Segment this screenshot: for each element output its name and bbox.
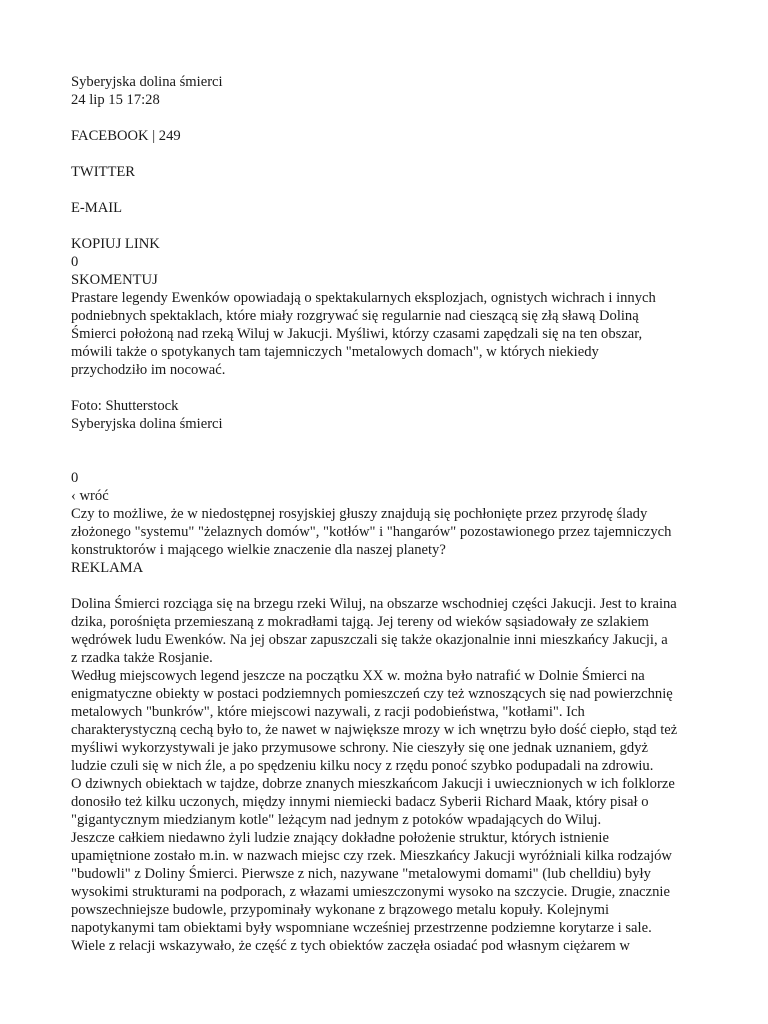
gallery-count: 0 (71, 470, 79, 486)
text-line: mówili także o spotykanych tam tajemniczych "metalowych domach", w których niekiedy (71, 344, 599, 360)
text-line: donosiło też kilku uczonych, między innymi niemiecki badacz Syberii Richard Maak, który pisał o (71, 794, 649, 810)
text-line: Czy to możliwe, że w niedostępnej rosyjskiej głuszy znajdują się pochłonięte przez przyrodę ślady (71, 506, 648, 522)
text-line: O dziwnych obiektach w tajdze, dobrze znanych mieszkańcom Jakucji i uwiecznionych w ich folklorze (71, 776, 675, 792)
photo-credit: Foto: Shutterstock (71, 398, 179, 414)
copy-link-button[interactable]: KOPIUJ LINK (71, 236, 160, 252)
article-title: Syberyjska dolina śmierci (71, 74, 223, 90)
back-link[interactable]: ‹ wróć (71, 488, 109, 504)
text-line: wysokimi strukturami na podporach, z włazami umieszczonymi wysoko na szczycie. Drugie, znacznie (71, 884, 670, 900)
text-line: Jeszcze całkiem niedawno żyli ludzie znający dokładne położenie struktur, których istnienie (71, 830, 609, 846)
comment-count: 0 (71, 254, 79, 270)
ad-label: REKLAMA (71, 560, 144, 576)
comment-link[interactable]: SKOMENTUJ (71, 272, 158, 288)
lead-paragraph (71, 505, 703, 559)
text-line: złożonego "systemu" "żelaznych domów", "kotłów" i "hangarów" pozostawionego przez tajemniczych (71, 524, 672, 540)
text-line: myśliwi wykorzystywali je jako przymusowe schrony. Nie cieszyły się one jednak uznaniem, gdyż (71, 740, 648, 756)
text-line: metalowych "bunkrów", które miejscowi nazywali, z racji podobieństwa, "kotłami". Ich (71, 704, 585, 720)
text-line: napotykanymi tam obiektami były wspomniane wcześniej przestrzenne podziemne korytarze i sale. (71, 920, 652, 936)
text-line: "gigantycznym miedzianym kotle" leżącym nad jednym z potoków wpadających do Wiluj. (71, 812, 602, 828)
article-date: 24 lip 15 17:28 (71, 92, 160, 108)
text-line: podniebnych spektaklach, które miały rozgrywać się regularnie nad cieszącą się złą sławą Doliną (71, 308, 639, 324)
text-line: enigmatyczne obiekty w postaci podziemnych pomieszczeń czy też wznoszących się nad powierzchnię (71, 686, 673, 702)
text-line: Śmierci położoną nad rzeką Wiluj w Jakucji. Myśliwi, którzy czasami zapędzali się na ten obszar, (71, 326, 643, 342)
email-share-link[interactable]: E-MAIL (71, 200, 123, 216)
text-line: wędrówek ludu Ewenków. Na jej obszar zapuszczali się także okazjonalnie inni mieszkańcy Jakucji, a (71, 632, 668, 648)
photo-caption: Syberyjska dolina śmierci (71, 416, 223, 432)
text-line: charakterystyczną cechą było to, że nawet w największe mrozy w ich wnętrzu było dość ciepło, stąd też (71, 722, 678, 738)
text-line: Według miejscowych legend jeszcze na początku XX w. można było natrafić w Dolnie Śmierci na (71, 668, 645, 684)
text-line: przychodziło im nocować. (71, 362, 226, 378)
body-text (71, 595, 703, 955)
facebook-share-link[interactable]: FACEBOOK | 249 (71, 128, 181, 144)
text-line: Prastare legendy Ewenków opowiadają o spektakularnych eksplozjach, ognistych wichrach i innych (71, 290, 656, 306)
text-line: z rzadka także Rosjanie. (71, 650, 213, 666)
twitter-share-link[interactable]: TWITTER (71, 164, 136, 180)
intro-paragraph (71, 289, 703, 379)
text-line: upamiętnione zostało m.in. w nazwach miejsc czy rzek. Mieszkańcy Jakucji wyróżniali kilka rodzajów (71, 848, 672, 864)
text-line: Wiele z relacji wskazywało, że część z tych obiektów zaczęła osiadać pod własnym ciężarem w (71, 938, 630, 954)
text-line: dzika, porośnięta przemieszaną z mokradłami tajgą. Jej tereny od wieków sąsiadowały ze szlakiem (71, 614, 649, 630)
text-line: powszechniejsze budowle, przypominały wykonane z brązowego metalu kopuły. Kolejnymi (71, 902, 610, 918)
text-line: Dolina Śmierci rozciąga się na brzegu rzeki Wiluj, na obszarze wschodniej części Jakucji. Jest to kraina (71, 596, 677, 612)
share-bar (71, 127, 703, 253)
text-line: ludzie czuli się w nich źle, a po spędzeniu kilku nocy z rzędu ponoć szybko podupadali na zdrowiu. (71, 758, 654, 774)
text-line: "budowli" z Doliny Śmierci. Pierwsze z nich, nazywane "metalowymi domami" (lub chelldiu) były (71, 866, 651, 882)
text-line: konstruktorów i mającego wielkie znaczenie dla naszej planety? (71, 542, 446, 558)
article (71, 73, 703, 955)
